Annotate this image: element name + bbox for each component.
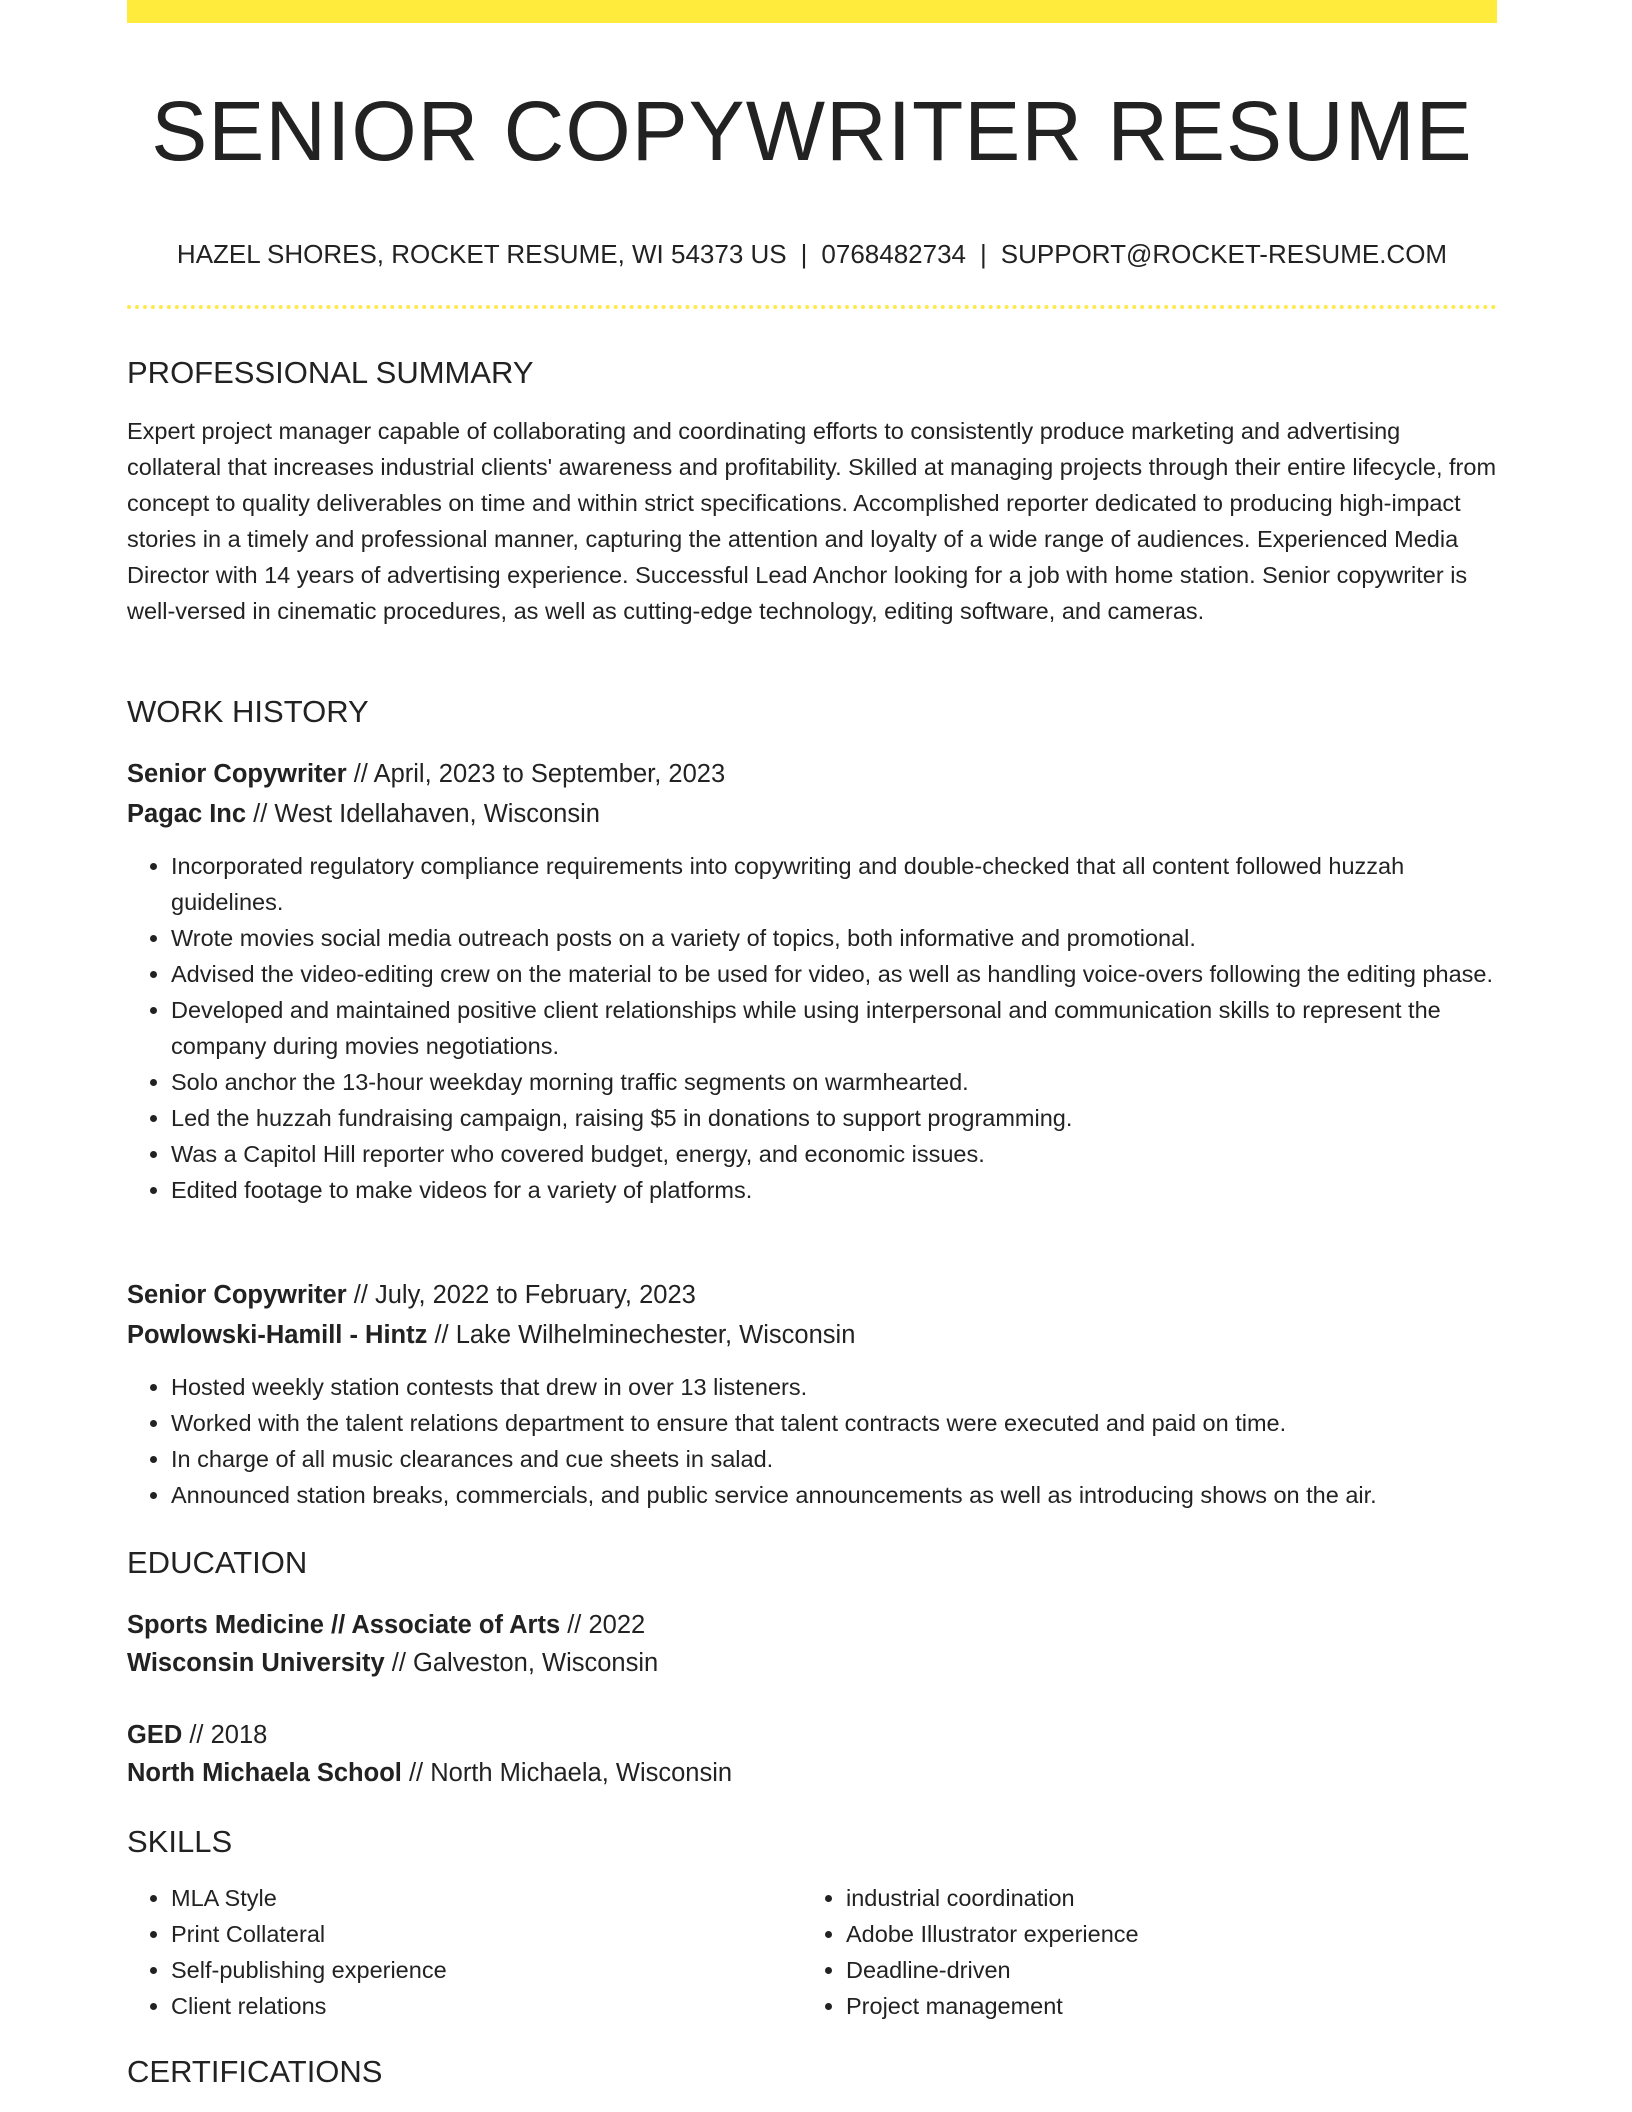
skill-item: • Deadline-driven — [846, 1952, 1442, 1988]
education-year: 2018 — [210, 1721, 268, 1749]
list-item: • Announced station breaks, commercials, and public service announcements as well as introducing shows on the air. — [171, 1477, 1497, 1513]
education-degree-line — [127, 1605, 645, 1645]
job-dates: April, 2023 to September, 2023 — [373, 760, 726, 788]
education-degree: Sports Medicine // Associate of Arts — [127, 1611, 561, 1639]
contact-separator: | — [980, 239, 987, 269]
job-separator: // — [346, 1281, 375, 1309]
education-school: Wisconsin University — [127, 1649, 385, 1677]
dotted-divider — [127, 305, 1497, 309]
job-location: Lake Wilhelminechester, Wisconsin — [455, 1321, 856, 1349]
job-company: Pagac Inc — [127, 800, 247, 828]
job-title: Senior Copywriter — [127, 760, 347, 788]
skills-column-left — [127, 1880, 767, 2024]
contact-separator: | — [800, 239, 808, 269]
job-title: Senior Copywriter — [127, 1281, 347, 1309]
skill-item: • Client relations — [171, 1988, 767, 2024]
job-separator: // — [246, 800, 275, 828]
summary-text: Expert project manager capable of collaborating and coordinating efforts to consistently produce marketing and advertising collateral that increases industrial clients' awareness and profitability. Skilled at managing projects through their entire lifecycle, from concept to quality deliverables on time and within strict specifications. Accomplished reporter dedicated to producing high-impact stories in a timely and professional manner, capturing the attention and loyalty of a wide range of audiences. Experienced Media Director with 14 years of advertising experience. Successful Lead Anchor looking for a job with home station. Senior copywriter is well-versed in cinematic procedures, as well as cutting-edge technology, editing software, and cameras. — [127, 418, 1497, 624]
contact-phone: 0768482734 — [821, 239, 967, 269]
skills-column-right — [802, 1880, 1442, 2024]
list-item: • Worked with the talent relations department to ensure that talent contracts were executed and paid on time. — [171, 1405, 1497, 1441]
work-history-heading: WORK HISTORY — [127, 694, 369, 729]
list-item: • Edited footage to make videos for a variety of platforms. — [171, 1172, 1497, 1208]
education-school-line — [127, 1753, 732, 1793]
job-bullets — [127, 1369, 1497, 1513]
education-separator: // — [182, 1721, 211, 1749]
job-company-line — [127, 794, 600, 834]
education-degree: GED — [127, 1721, 183, 1749]
education-degree-line — [127, 1715, 267, 1755]
education-separator: // — [401, 1759, 431, 1787]
resume-title: SENIOR COPYWRITER RESUME — [151, 84, 1473, 178]
education-separator: // — [560, 1611, 589, 1639]
contact-line — [127, 236, 1497, 272]
list-item: • Developed and maintained positive client relationships while using interpersonal and communication skills to represent the company during movies negotiations. — [171, 992, 1497, 1064]
contact-address: HAZEL SHORES, ROCKET RESUME, WI 54373 US — [176, 239, 787, 269]
skill-item: • MLA Style — [171, 1880, 767, 1916]
job-dates: July, 2022 to February, 2023 — [374, 1281, 696, 1309]
list-item: • Advised the video-editing crew on the material to be used for video, as well as handling voice-overs following the editing phase. — [171, 956, 1497, 992]
list-item: • Led the huzzah fundraising campaign, raising $5 in donations to support programming. — [171, 1100, 1497, 1136]
list-item: • In charge of all music clearances and cue sheets in salad. — [171, 1441, 1497, 1477]
skill-item: • industrial coordination — [846, 1880, 1442, 1916]
list-item: • Incorporated regulatory compliance requirements into copywriting and double-checked that all content followed huzzah guidelines. — [171, 848, 1497, 920]
job-location: West Idellahaven, Wisconsin — [274, 800, 600, 828]
contact-email: SUPPORT@ROCKET-RESUME.COM — [1000, 239, 1448, 269]
education-school-line — [127, 1643, 658, 1683]
education-separator: // — [384, 1649, 414, 1677]
education-location: North Michaela, Wisconsin — [430, 1759, 733, 1787]
job-separator: // — [427, 1321, 456, 1349]
job-title-line — [127, 754, 725, 794]
skill-item: • Self-publishing experience — [171, 1952, 767, 1988]
job-separator: // — [346, 760, 374, 788]
job-title-line — [127, 1275, 696, 1315]
education-location: Galveston, Wisconsin — [413, 1649, 659, 1677]
accent-bar — [127, 0, 1497, 23]
education-school: North Michaela School — [127, 1759, 402, 1787]
education-year: 2022 — [588, 1611, 646, 1639]
summary-heading: PROFESSIONAL SUMMARY — [127, 355, 534, 390]
skills-heading: SKILLS — [127, 1824, 233, 1859]
list-item: • Hosted weekly station contests that drew in over 13 listeners. — [171, 1369, 1497, 1405]
education-heading: EDUCATION — [127, 1545, 308, 1580]
job-company-line — [127, 1315, 855, 1355]
job-company: Powlowski-Hamill - Hintz — [127, 1321, 428, 1349]
certifications-heading: CERTIFICATIONS — [127, 2054, 383, 2089]
list-item: • Was a Capitol Hill reporter who covered budget, energy, and economic issues. — [171, 1136, 1497, 1172]
skill-item: • Adobe Illustrator experience — [846, 1916, 1442, 1952]
list-item: • Wrote movies social media outreach posts on a variety of topics, both informative and promotional. — [171, 920, 1497, 956]
list-item: • Solo anchor the 13-hour weekday morning traffic segments on warmhearted. — [171, 1064, 1497, 1100]
skill-item: • Print Collateral — [171, 1916, 767, 1952]
skill-item: • Project management — [846, 1988, 1442, 2024]
job-bullets — [127, 848, 1497, 1208]
